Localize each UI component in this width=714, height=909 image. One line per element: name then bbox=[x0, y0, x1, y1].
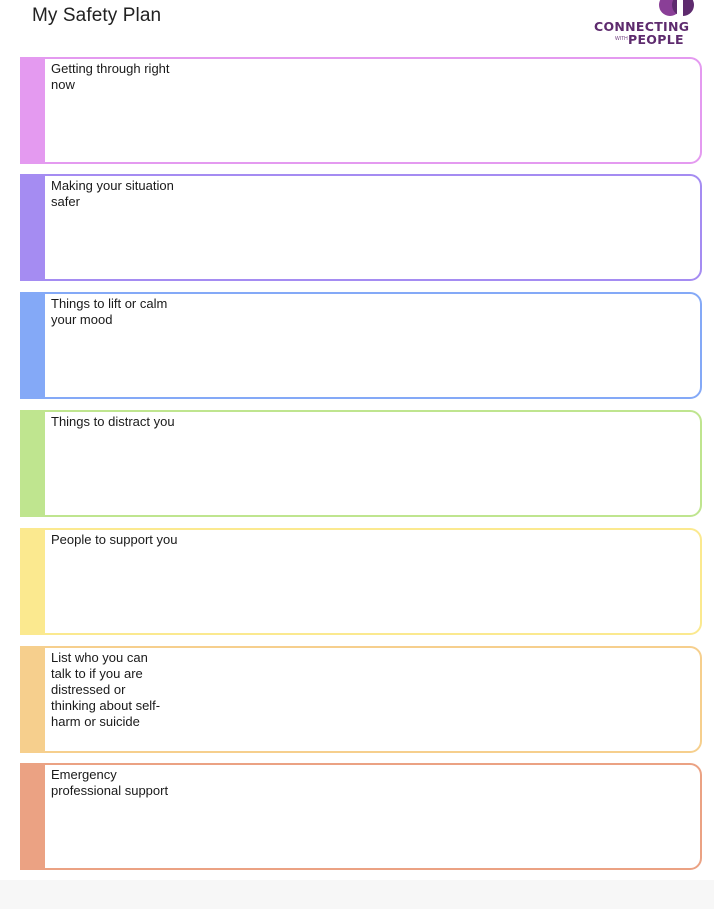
section-lift-mood bbox=[20, 292, 702, 399]
section-label: List who you can talk to if you are distressed or thinking about self-harm or suicide bbox=[51, 650, 161, 729]
section-label: Getting through right now bbox=[51, 61, 170, 92]
section-color-bar bbox=[20, 410, 45, 517]
section-color-bar bbox=[20, 292, 45, 399]
logo-text-with: WITH bbox=[615, 36, 628, 42]
logo-text-people: PEOPLE bbox=[628, 32, 684, 47]
section-getting-through bbox=[20, 57, 702, 164]
section-label: Things to distract you bbox=[51, 414, 175, 429]
section-color-bar bbox=[20, 646, 45, 753]
section-color-bar bbox=[20, 57, 45, 164]
section-distract bbox=[20, 410, 702, 517]
section-label: Things to lift or calm your mood bbox=[51, 296, 168, 327]
page-title: My Safety Plan bbox=[32, 5, 162, 26]
section-label: Making your situation safer bbox=[51, 178, 174, 209]
section-color-bar bbox=[20, 763, 45, 870]
section-talk-to bbox=[20, 646, 702, 753]
section-label: People to support you bbox=[51, 532, 178, 547]
section-color-bar bbox=[20, 174, 45, 281]
section-people-support bbox=[20, 528, 702, 635]
section-situation-safer bbox=[20, 174, 702, 281]
section-color-bar bbox=[20, 528, 45, 635]
logo-text-connecting: CONNECTING bbox=[594, 19, 690, 34]
section-emergency-support bbox=[20, 763, 702, 870]
section-label: Emergency professional support bbox=[51, 767, 169, 798]
page-bottom-margin bbox=[0, 880, 714, 909]
